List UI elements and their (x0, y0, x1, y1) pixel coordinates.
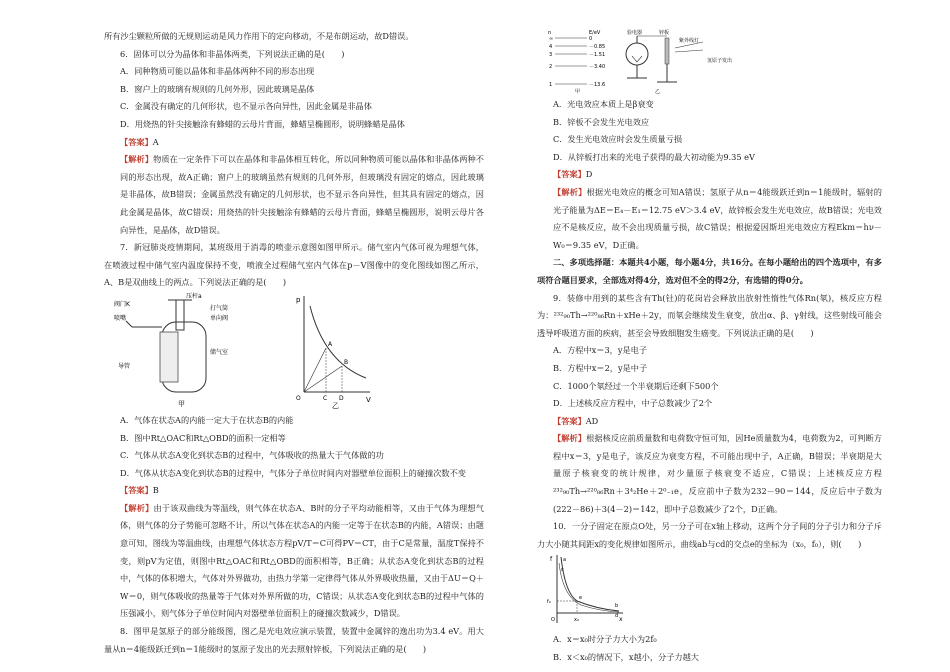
answer-option (537, 360, 882, 378)
point-d: d (615, 613, 619, 620)
answer-option (104, 81, 484, 99)
text-content: 8．图甲是氢原子的部分能级图，图乙是光电效应演示装置，装置中金属锌的逸出功为3.4 eV。用大量从n＝4能级跃迁到n＝1能级时的氢原子发出的光去照射锌板，下列说法正确的是( ) (104, 626, 484, 654)
energy-level-diagram (547, 28, 617, 94)
explanation-tag: 【解析】 (553, 433, 587, 444)
label-electroscope: 验电器 (627, 30, 643, 36)
axis-e: E/eV (589, 30, 601, 36)
text-content: 所有沙尘颗粒所做的无规则运动是风力作用下的定向移动，不是布朗运动，故D错误。 (104, 31, 414, 41)
text-content: A．气体在状态A的内能一定大于在状态B的内能 (120, 414, 294, 425)
answer-option (537, 96, 882, 114)
axis-v: V (366, 395, 371, 404)
explanation (537, 184, 882, 254)
answer-option (537, 649, 882, 667)
answer-option (104, 63, 484, 81)
axis-f: f (550, 556, 553, 564)
level-energy: －3.40 (589, 64, 606, 70)
answer-option (104, 98, 484, 116)
question-stem (537, 518, 882, 553)
origin-o: O (551, 617, 555, 624)
figure-q8 (537, 28, 882, 96)
photoelectric-device (615, 28, 735, 94)
spray-bottle-diagram (112, 292, 292, 410)
text-content: C．发生光电效应时会发生质量亏损 (553, 134, 683, 145)
right-column (537, 28, 882, 667)
label-check-valve: 单向阀 (210, 314, 229, 322)
text-content: B．x＜x₀的情况下，x越小，分子力越大 (553, 652, 699, 663)
text-content: 二、多项选择题：本题共4小题，每小题4分，共16分。在每小题给出的四个选项中，有多项符合题目要求，全部选对得4分，选对但不全的得2分，有选错的得0分。 (537, 257, 882, 285)
level-n: 1 (549, 82, 553, 88)
text-content: 物质在一定条件下可以在晶体和非晶体相互转化，所以同种物质可能以晶体和非晶体两种不同的形态出现，故A正确；窗户上的玻璃虽然有规则的几何外形，但玻璃没有固定的熔点，因此玻璃是非晶体，故B错误；金属虽然没有确定的几何形状，也不显示各向异性，但其具有固定的熔点，因此金属是晶体，故C错误；用烧热的针尖接触涂有蜂蜡的云母片背面，蜂蜡呈椭圆形，说明云母片各向异性，是晶体，故D错误。 (120, 154, 484, 235)
axis-x: x (619, 616, 623, 624)
explanation (537, 430, 882, 518)
text-content: D．用烧热的针尖接触涂有蜂蜡的云母片背面，蜂蜡呈椭圆形，说明蜂蜡是晶体 (120, 118, 405, 129)
text-content: B．锌板不会发生光电效应 (553, 116, 650, 127)
text-content: AD (585, 415, 599, 426)
explanation-tag: 【解析】 (553, 186, 587, 197)
point-a: A (328, 340, 333, 348)
question-stem (104, 46, 484, 64)
answer-option (537, 131, 882, 149)
answer-line (104, 482, 484, 500)
answer-tag: 【答案】 (120, 136, 153, 147)
label-yi: 乙 (655, 89, 661, 94)
text-content: D．气体从状态A变化到状态B的过程中，气体分子单位时间内对器壁单位面积上的碰撞次数不变 (120, 467, 466, 478)
level-n: 2 (549, 64, 553, 70)
answer-option (104, 412, 484, 430)
point-b: b (615, 603, 619, 610)
text-content: C．1000个氡经过一个半衰期后还剩下500个 (553, 380, 719, 391)
level-energy: －0.85 (589, 44, 606, 50)
text-content: 9．装修中用到的某些含有Th(钍)的花岗岩会释放出放射性惰性气体Rn(氡)，核反应方程为：²³²₉₀Th→²²⁰₈₆Rn＋xHe＋2y，而氡会继续发生衰变，放出α、β、γ射线，这些射线可能会透导呼吸道方面的疾病，甚至会导致细胞发生癌变。下列说法正确的是( ) (537, 292, 882, 338)
text-content: B．方程中x＝2，y是中子 (553, 362, 648, 373)
figure-q10 (537, 553, 882, 631)
left-column (104, 28, 484, 658)
origin-o: O (296, 394, 301, 402)
text-content: B．窗户上的玻璃有规则的几何外形，因此玻璃是晶体 (120, 83, 315, 94)
text-content: 6．固体可以分为晶体和非晶体两类，下列说法正确的是( ) (120, 48, 345, 59)
point-c: c (561, 567, 564, 574)
label-zinc-plate: 锌板 (659, 30, 670, 36)
label-uv-light: 紫外线灯 (679, 38, 700, 44)
point-e: e (579, 595, 583, 602)
answer-option (104, 465, 484, 483)
text-content: D (585, 169, 593, 180)
question-stem (104, 623, 484, 658)
question-stem (104, 239, 484, 292)
label-jia: 甲 (575, 89, 581, 94)
text-content: 根据光电效应的概念可知A错误；氢原子从n＝4能级跃迁到n＝1能级时，辐射的光子能量为ΔE＝E₄－E₁＝12.75 eV＞3.4 eV，故锌板会发生光电效应，故B错误；光电效应不是核反应，故不会出现质量亏损，故C错误；根据爱因斯坦光电效应方程Ekm＝hν－W₀＝9.35 eV，D正确。 (553, 186, 882, 250)
section-heading (537, 254, 882, 289)
answer-line (104, 134, 484, 152)
label-nozzle: 喷嘴 (114, 314, 127, 322)
answer-tag: 【答案】 (120, 485, 153, 496)
point-a: a (563, 557, 567, 564)
label-pump: 打气筒 (210, 304, 229, 312)
answer-option (537, 114, 882, 132)
level-n: 4 (549, 44, 553, 50)
text-content: D．上述核反应方程中，中子总数减少了2个 (553, 398, 713, 409)
text-content: C．气体从状态A变化到状态B的过程中，气体吸收的热量大于气体做的功 (120, 450, 384, 461)
level-energy: －1.51 (589, 52, 606, 58)
explanation-tag: 【解析】 (120, 502, 154, 513)
level-energy: －13.6 (589, 82, 606, 88)
label-valve: 阀门K (114, 300, 130, 308)
answer-option (537, 342, 882, 360)
answer-option (104, 430, 484, 448)
text-content: A．同种物质可能以晶体和非晶体两种不同的形态出现 (120, 66, 315, 77)
label-f0: f₀ (547, 599, 551, 606)
axis-p: p (296, 295, 301, 304)
text-content: A (152, 136, 159, 147)
answer-tag: 【答案】 (553, 169, 586, 180)
text-content: C．金属没有确定的几何形状，也不显示各向异性，因此金属是非晶体 (120, 101, 372, 112)
text-content: 7．新冠肺炎疫情期间，某班级用于消毒的喷壶示意图如图甲所示。储气室内气体可视为理想气体，在喷液过程中储气室内温度保持不变，喷液全过程储气室内气体在p－V图像中的变化图线如图乙所示，A、B是双曲线上的两点。下列说法正确的是( ) (104, 242, 484, 288)
explanation-tag: 【解析】 (120, 154, 154, 165)
level-n: 3 (549, 52, 553, 58)
label-press-rod: 压杆a (186, 292, 202, 300)
answer-option (104, 447, 484, 465)
label-x0: x₀ (574, 617, 579, 624)
figure-q7 (104, 292, 484, 412)
text-content: 由于该双曲线为等温线，则气体在状态A、B时的分子平均动能相等，又由于气体为理想气体，则气体的分子势能可忽略不计，所以气体在状态A的内能一定等于在状态B的内能，A错误；由题意可知，图线为等温曲线，由理想气体状态方程pV/T＝C可得PV＝CT，由于C是常量，温度T保持不变，则pV为定值，则图中Rt△OAC和Rt△OBD的面积相等，B正确；从状态A变化到状态B的过程中，气体的体积增大，气体对外界做功，由热力学第一定律得气体从外界吸收热量，又由于ΔU＝Q＋W＝0，则气体吸收的热量等于气体对外界所做的功，C错误；从状态A变化到状态B的过程中气体的压强减小，则气体分子单位时间内对器壁单位面积上的碰撞次数减少，D错误。 (120, 502, 484, 619)
label-yi: 乙 (332, 401, 339, 410)
paragraph (104, 28, 484, 46)
answer-tag: 【答案】 (553, 415, 586, 426)
text-content: A．方程中x＝3，y是电子 (553, 345, 648, 356)
molecular-force-graph (547, 553, 627, 629)
answer-option (537, 395, 882, 413)
label-tube: 导管 (118, 362, 131, 370)
label-gas-chamber: 储气室 (210, 348, 229, 356)
answer-option (537, 631, 882, 649)
answer-option (537, 149, 882, 167)
label-jia: 甲 (178, 399, 185, 408)
text-content: B．图中Rt△OAC和Rt△OBD的面积一定相等 (120, 432, 286, 443)
text-content: A．x＝x₀时分子力大小为2f₀ (553, 634, 657, 645)
axis-n: n (548, 30, 552, 36)
answer-option (104, 116, 484, 134)
answer-line (537, 166, 882, 184)
answer-line (537, 413, 882, 431)
explanation (104, 500, 484, 623)
text-content: 10．一分子固定在原点O处，另一分子可在x轴上移动，这两个分子间的分子引力和分子斥力大小随其间距x的变化规律如图所示，曲线ab与cd的交点e的坐标为（x₀，f₀），则( ) (537, 521, 882, 549)
level-n: ∞ (549, 36, 554, 42)
label-hydrogen-emission: 氢原子发出 (707, 58, 733, 64)
question-stem (537, 290, 882, 343)
point-b: B (344, 358, 349, 366)
text-content: D．从锌板打出来的光电子获得的最大初动能为9.35 eV (553, 151, 755, 162)
point-d: D (339, 394, 344, 402)
text-content: A．光电效应本质上是β衰变 (553, 99, 654, 109)
answer-option (537, 378, 882, 396)
text-content: 根据核反应前质量数和电荷数守恒可知，因He质量数为4，电荷数为2，可判断方程中x＝3，y是电子，该反应为衰变方程，不可能出现中子，A正确，B错误；半衰期是大量原子核衰变的统计规律，对少量原子核衰变不适应，C错误；上述核反应方程²³²₉₀Th→²²⁰₈₆Rn＋3⁴₂He＋2⁰₋₁e，反应前中子数为232－90＝144，反应后中子数为(222－86)＋3(4－2)＝142，即中子总数减少了2个，D正确。 (553, 433, 882, 514)
text-content: B (152, 485, 159, 496)
explanation (104, 151, 484, 239)
pv-graph (294, 292, 374, 410)
point-c: C (323, 394, 328, 402)
level-energy: 0 (589, 36, 593, 42)
